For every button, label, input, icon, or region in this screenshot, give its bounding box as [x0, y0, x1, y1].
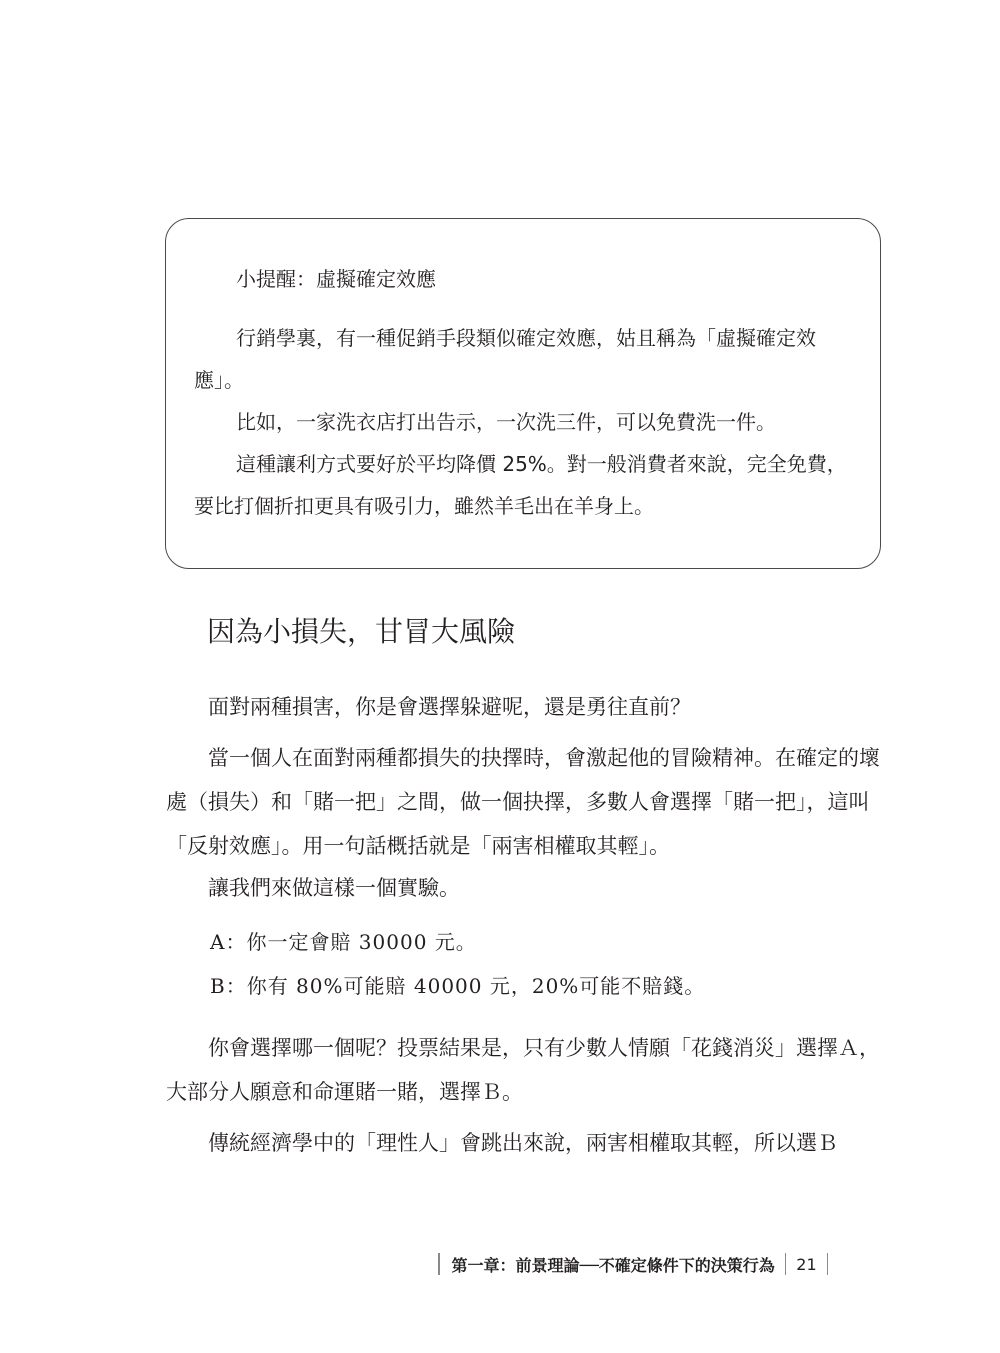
- footer-divider: [827, 1253, 829, 1275]
- body-paragraph: 讓我們來做這樣一個實驗。: [208, 876, 460, 900]
- tip-paragraph: 這種讓利方式要好於平均降價 25%。對一般消費者來說，完全免費，要比打個折扣更具有吸引力，雖然羊毛出在羊身上。: [194, 452, 847, 518]
- body-paragraph: 當一個人在面對兩種都損失的抉擇時，會激起他的冒險精神。在確定的壞處（損失）和「賭一把」之間，做一個抉擇，多數人會選擇「賭一把」，這叫「反射效應」。用一句話概括就是「兩害相權取其輕」。: [166, 746, 880, 858]
- footer-divider: [438, 1253, 440, 1275]
- tip-title: 小提醒：虛擬確定效應: [236, 267, 436, 291]
- page-footer: [438, 1251, 828, 1277]
- body-paragraph: 傳統經濟學中的「理性人」會跳出來說，兩害相權取其輕，所以選Ｂ: [208, 1131, 838, 1155]
- footer-chapter-title: 第一章：前景理論──不確定條件下的決策行為: [451, 1255, 775, 1275]
- option-a: A：你一定會賠 30000 元。: [210, 930, 477, 954]
- option-b: B：你有 80%可能賠 40000 元，20%可能不賠錢。: [210, 974, 706, 998]
- page-number: 21: [796, 1254, 817, 1274]
- body-paragraph: 你會選擇哪一個呢？投票結果是，只有少數人情願「花錢消災」選擇Ａ，大部分人願意和命運賭一賭，選擇Ｂ。: [166, 1036, 880, 1104]
- tip-paragraph: 行銷學裏，有一種促銷手段類似確定效應，姑且稱為「虛擬確定效應」。: [194, 326, 816, 392]
- section-heading: 因為小損失，甘冒大風險: [207, 615, 516, 648]
- footer-divider: [785, 1253, 787, 1275]
- tip-paragraph: 比如，一家洗衣店打出告示，一次洗三件，可以免費洗一件。: [236, 410, 776, 434]
- body-paragraph: 面對兩種損害，你是會選擇躲避呢，還是勇往直前？: [208, 695, 691, 719]
